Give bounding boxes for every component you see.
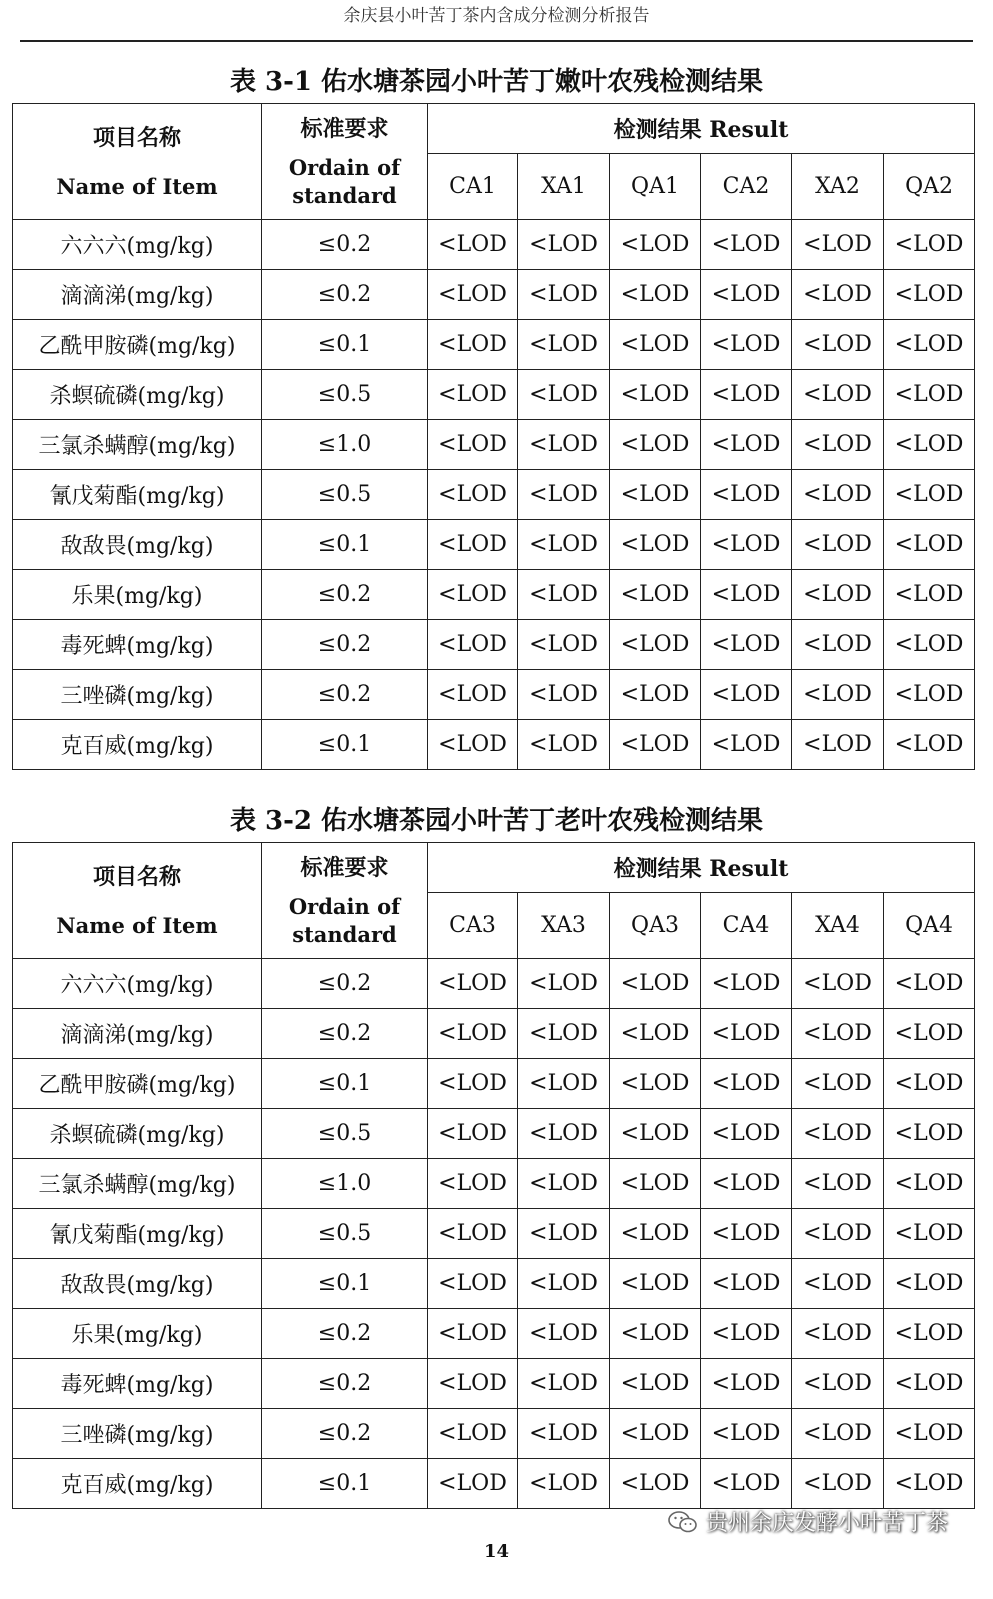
table-row <box>13 1309 975 1359</box>
result-value: <LOD <box>884 670 975 720</box>
table-3-1 <box>12 103 975 770</box>
report-header: 余庆县小叶苦丁茶内含成分检测分析报告 <box>20 2 973 42</box>
result-value: <LOD <box>884 320 975 370</box>
standard-limit: ≤1.0 <box>262 420 428 470</box>
table-row <box>13 520 975 570</box>
result-value: <LOD <box>884 1209 975 1259</box>
result-value: <LOD <box>884 220 975 270</box>
result-value: <LOD <box>701 720 792 770</box>
sample-code: CA2 <box>701 154 792 220</box>
standard-limit: ≤0.1 <box>262 720 428 770</box>
result-value: <LOD <box>792 1059 884 1109</box>
result-value: <LOD <box>701 670 792 720</box>
result-value: <LOD <box>701 520 792 570</box>
result-value: <LOD <box>792 270 884 320</box>
sample-code: XA4 <box>792 893 884 959</box>
result-value: <LOD <box>428 1059 518 1109</box>
pesticide-name: 乙酰甲胺磷(mg/kg) <box>13 320 262 370</box>
result-value: <LOD <box>792 1209 884 1259</box>
table-row <box>13 470 975 520</box>
result-value: <LOD <box>792 670 884 720</box>
result-value: <LOD <box>884 1059 975 1109</box>
item-name-header <box>13 843 262 959</box>
result-value: <LOD <box>701 1259 792 1309</box>
result-value: <LOD <box>792 1359 884 1409</box>
result-value: <LOD <box>428 1259 518 1309</box>
result-value: <LOD <box>518 1259 610 1309</box>
result-value: <LOD <box>884 1359 975 1409</box>
pesticide-name: 乙酰甲胺磷(mg/kg) <box>13 1059 262 1109</box>
standard-limit: ≤0.5 <box>262 470 428 520</box>
result-value: <LOD <box>884 1009 975 1059</box>
result-value: <LOD <box>884 720 975 770</box>
result-value: <LOD <box>610 470 701 520</box>
result-value: <LOD <box>792 1459 884 1509</box>
standard-cn: 标准要求 <box>300 115 389 142</box>
sample-code: CA3 <box>428 893 518 959</box>
table-3-1-title: 表 3-1 佑水塘茶园小叶苦丁嫩叶农残检测结果 <box>229 67 764 97</box>
standard-limit: ≤0.2 <box>262 1009 428 1059</box>
standard-header <box>262 843 428 959</box>
sample-code: XA3 <box>518 893 610 959</box>
result-value: <LOD <box>792 370 884 420</box>
result-value: <LOD <box>792 1159 884 1209</box>
result-value: <LOD <box>428 1209 518 1259</box>
result-value: <LOD <box>518 520 610 570</box>
result-value: <LOD <box>884 470 975 520</box>
result-value: <LOD <box>884 1259 975 1309</box>
result-value: <LOD <box>518 1359 610 1409</box>
item-name-en: Name of Item <box>56 173 218 199</box>
result-value: <LOD <box>518 370 610 420</box>
result-value: <LOD <box>610 620 701 670</box>
pesticide-name: 杀螟硫磷(mg/kg) <box>13 370 262 420</box>
watermark <box>668 1506 948 1537</box>
table-3-2 <box>12 842 975 1509</box>
standard-limit: ≤0.2 <box>262 670 428 720</box>
result-value: <LOD <box>701 1009 792 1059</box>
table-row <box>13 1209 975 1259</box>
result-value: <LOD <box>610 1459 701 1509</box>
pesticide-name: 克百威(mg/kg) <box>13 1459 262 1509</box>
result-value: <LOD <box>701 570 792 620</box>
result-value: <LOD <box>610 1209 701 1259</box>
result-value: <LOD <box>792 620 884 670</box>
pesticide-name: 滴滴涕(mg/kg) <box>13 270 262 320</box>
result-value: <LOD <box>610 1359 701 1409</box>
result-value: <LOD <box>428 1359 518 1409</box>
result-value: <LOD <box>428 1309 518 1359</box>
standard-header <box>262 104 428 220</box>
result-value: <LOD <box>610 1059 701 1109</box>
standard-limit: ≤0.1 <box>262 520 428 570</box>
result-value: <LOD <box>701 1209 792 1259</box>
result-value: <LOD <box>701 1059 792 1109</box>
result-value: <LOD <box>884 1159 975 1209</box>
result-header: 检测结果 Result <box>428 104 975 154</box>
result-value: <LOD <box>428 420 518 470</box>
result-value: <LOD <box>518 570 610 620</box>
pesticide-name: 三氯杀螨醇(mg/kg) <box>13 1159 262 1209</box>
standard-limit: ≤0.1 <box>262 1259 428 1309</box>
result-value: <LOD <box>884 620 975 670</box>
result-value: <LOD <box>428 520 518 570</box>
result-value: <LOD <box>428 720 518 770</box>
result-value: <LOD <box>610 1259 701 1309</box>
result-value: <LOD <box>884 520 975 570</box>
result-value: <LOD <box>884 370 975 420</box>
table-3-2-title: 表 3-2 佑水塘茶园小叶苦丁老叶农残检测结果 <box>229 806 764 836</box>
result-value: <LOD <box>792 220 884 270</box>
result-value: <LOD <box>792 720 884 770</box>
result-value: <LOD <box>610 270 701 320</box>
sample-code: XA2 <box>792 154 884 220</box>
result-value: <LOD <box>518 620 610 670</box>
result-value: <LOD <box>428 1109 518 1159</box>
result-value: <LOD <box>428 270 518 320</box>
result-value: <LOD <box>518 1209 610 1259</box>
page-number: 14 <box>483 1541 510 1562</box>
result-value: <LOD <box>884 1309 975 1359</box>
result-value: <LOD <box>792 1409 884 1459</box>
result-value: <LOD <box>518 470 610 520</box>
item-name-header <box>13 104 262 220</box>
result-value: <LOD <box>518 1009 610 1059</box>
standard-limit: ≤0.1 <box>262 1459 428 1509</box>
result-value: <LOD <box>884 270 975 320</box>
result-value: <LOD <box>792 1309 884 1359</box>
result-value: <LOD <box>792 320 884 370</box>
item-name-en: Name of Item <box>56 912 218 938</box>
result-value: <LOD <box>610 320 701 370</box>
result-value: <LOD <box>428 470 518 520</box>
result-value: <LOD <box>701 370 792 420</box>
pesticide-name: 氰戊菊酯(mg/kg) <box>13 1209 262 1259</box>
result-value: <LOD <box>701 470 792 520</box>
result-value: <LOD <box>518 1059 610 1109</box>
standard-limit: ≤0.5 <box>262 1109 428 1159</box>
pesticide-name: 乐果(mg/kg) <box>13 570 262 620</box>
result-value: <LOD <box>428 1409 518 1459</box>
sample-code: QA2 <box>884 154 975 220</box>
result-value: <LOD <box>610 1309 701 1359</box>
result-value: <LOD <box>701 1309 792 1359</box>
result-value: <LOD <box>428 370 518 420</box>
result-value: <LOD <box>884 1109 975 1159</box>
result-value: <LOD <box>428 670 518 720</box>
table-row <box>13 1459 975 1509</box>
result-value: <LOD <box>610 220 701 270</box>
item-name-cn: 项目名称 <box>92 863 181 890</box>
result-value: <LOD <box>792 1109 884 1159</box>
sample-code: CA1 <box>428 154 518 220</box>
result-value: <LOD <box>701 1459 792 1509</box>
result-value: <LOD <box>610 1109 701 1159</box>
result-value: <LOD <box>518 1159 610 1209</box>
table-row <box>13 1259 975 1309</box>
pesticide-name: 三氯杀螨醇(mg/kg) <box>13 420 262 470</box>
result-value: <LOD <box>518 220 610 270</box>
standard-limit: ≤0.2 <box>262 270 428 320</box>
standard-en-line2: standard <box>292 182 397 208</box>
result-value: <LOD <box>610 959 701 1009</box>
standard-limit: ≤0.1 <box>262 1059 428 1109</box>
result-header: 检测结果 Result <box>428 843 975 893</box>
table-row <box>13 220 975 270</box>
result-value: <LOD <box>884 959 975 1009</box>
table-row <box>13 570 975 620</box>
standard-en-line1: Ordain of <box>288 893 401 919</box>
result-value: <LOD <box>428 1159 518 1209</box>
table-row <box>13 370 975 420</box>
result-value: <LOD <box>610 370 701 420</box>
result-value: <LOD <box>884 1459 975 1509</box>
watermark-text: 贵州余庆发酵小叶苦丁茶 <box>705 1511 948 1536</box>
result-value: <LOD <box>884 570 975 620</box>
standard-limit: ≤0.2 <box>262 959 428 1009</box>
pesticide-name: 毒死蜱(mg/kg) <box>13 620 262 670</box>
result-value: <LOD <box>792 1259 884 1309</box>
standard-limit: ≤0.2 <box>262 620 428 670</box>
item-name-cn: 项目名称 <box>92 124 181 151</box>
result-value: <LOD <box>428 1459 518 1509</box>
pesticide-name: 三唑磷(mg/kg) <box>13 670 262 720</box>
result-value: <LOD <box>701 270 792 320</box>
result-value: <LOD <box>518 670 610 720</box>
result-value: <LOD <box>701 1109 792 1159</box>
standard-limit: ≤0.2 <box>262 220 428 270</box>
result-value: <LOD <box>792 570 884 620</box>
result-value: <LOD <box>518 959 610 1009</box>
table-row <box>13 1009 975 1059</box>
result-value: <LOD <box>428 1009 518 1059</box>
table-row <box>13 720 975 770</box>
standard-limit: ≤0.2 <box>262 1359 428 1409</box>
standard-limit: ≤0.2 <box>262 1309 428 1359</box>
standard-limit: ≤1.0 <box>262 1159 428 1209</box>
result-value: <LOD <box>701 220 792 270</box>
result-value: <LOD <box>792 520 884 570</box>
table-row <box>13 1159 975 1209</box>
pesticide-name: 克百威(mg/kg) <box>13 720 262 770</box>
result-value: <LOD <box>428 570 518 620</box>
result-value: <LOD <box>610 1409 701 1459</box>
table-row <box>13 320 975 370</box>
result-value: <LOD <box>701 620 792 670</box>
standard-en-line1: Ordain of <box>288 154 401 180</box>
standard-limit: ≤0.5 <box>262 1209 428 1259</box>
standard-cn: 标准要求 <box>300 854 389 881</box>
pesticide-name: 六六六(mg/kg) <box>13 959 262 1009</box>
result-value: <LOD <box>610 520 701 570</box>
result-value: <LOD <box>518 270 610 320</box>
standard-limit: ≤0.2 <box>262 570 428 620</box>
result-value: <LOD <box>792 470 884 520</box>
pesticide-name: 毒死蜱(mg/kg) <box>13 1359 262 1409</box>
pesticide-name: 敌敌畏(mg/kg) <box>13 1259 262 1309</box>
sample-code: QA1 <box>610 154 701 220</box>
sample-code: QA4 <box>884 893 975 959</box>
result-value: <LOD <box>518 1109 610 1159</box>
result-value: <LOD <box>518 720 610 770</box>
result-value: <LOD <box>518 1459 610 1509</box>
sample-code: CA4 <box>701 893 792 959</box>
pesticide-name: 氰戊菊酯(mg/kg) <box>13 470 262 520</box>
result-value: <LOD <box>884 1409 975 1459</box>
result-value: <LOD <box>518 320 610 370</box>
table-row <box>13 1059 975 1109</box>
table-row <box>13 270 975 320</box>
standard-en-line2: standard <box>292 921 397 947</box>
result-value: <LOD <box>428 220 518 270</box>
result-value: <LOD <box>610 720 701 770</box>
result-value: <LOD <box>428 959 518 1009</box>
standard-limit: ≤0.5 <box>262 370 428 420</box>
result-value: <LOD <box>518 1409 610 1459</box>
result-value: <LOD <box>428 620 518 670</box>
result-value: <LOD <box>701 1359 792 1409</box>
standard-limit: ≤0.2 <box>262 1409 428 1459</box>
pesticide-name: 杀螟硫磷(mg/kg) <box>13 1109 262 1159</box>
result-value: <LOD <box>701 320 792 370</box>
sample-code: QA3 <box>610 893 701 959</box>
result-value: <LOD <box>701 959 792 1009</box>
result-value: <LOD <box>610 570 701 620</box>
result-value: <LOD <box>792 420 884 470</box>
result-value: <LOD <box>792 1009 884 1059</box>
result-value: <LOD <box>610 1159 701 1209</box>
result-value: <LOD <box>610 420 701 470</box>
table-row <box>13 1359 975 1409</box>
pesticide-name: 三唑磷(mg/kg) <box>13 1409 262 1459</box>
table-row <box>13 959 975 1009</box>
table-row <box>13 1109 975 1159</box>
pesticide-name: 敌敌畏(mg/kg) <box>13 520 262 570</box>
result-value: <LOD <box>701 420 792 470</box>
result-value: <LOD <box>428 320 518 370</box>
table-row <box>13 670 975 720</box>
sample-code: XA1 <box>518 154 610 220</box>
result-value: <LOD <box>610 670 701 720</box>
wechat-icon <box>668 1510 698 1534</box>
result-value: <LOD <box>884 420 975 470</box>
result-value: <LOD <box>701 1409 792 1459</box>
pesticide-name: 乐果(mg/kg) <box>13 1309 262 1359</box>
table-row <box>13 1409 975 1459</box>
pesticide-name: 滴滴涕(mg/kg) <box>13 1009 262 1059</box>
result-value: <LOD <box>518 1309 610 1359</box>
result-value: <LOD <box>610 1009 701 1059</box>
table-row <box>13 620 975 670</box>
result-value: <LOD <box>701 1159 792 1209</box>
result-value: <LOD <box>792 959 884 1009</box>
result-value: <LOD <box>518 420 610 470</box>
table-row <box>13 420 975 470</box>
standard-limit: ≤0.1 <box>262 320 428 370</box>
pesticide-name: 六六六(mg/kg) <box>13 220 262 270</box>
